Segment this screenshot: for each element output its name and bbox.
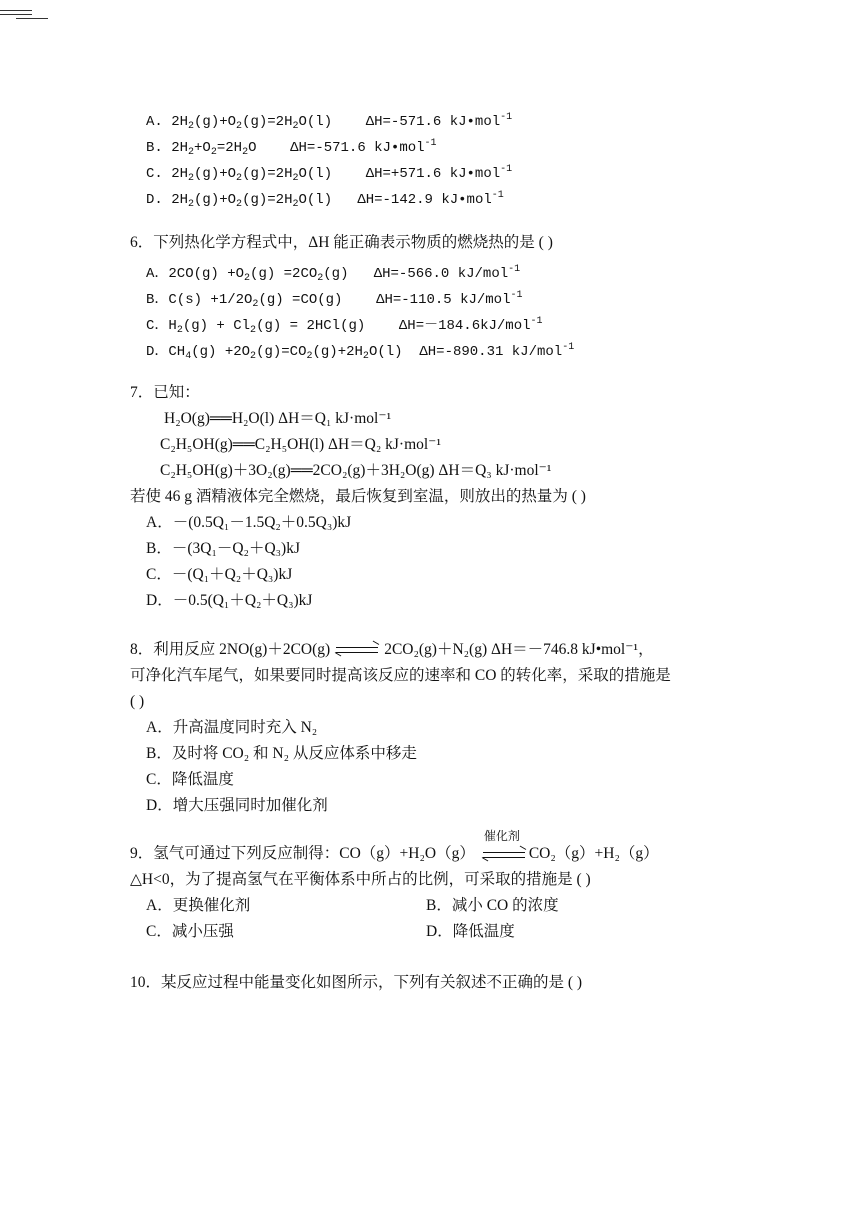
q6-option-b: B．$C(s) +1/2O_2(g) =CO(g)$ ΔH=-110.5 kJ/mol$^{-1}$ <box>146 290 523 310</box>
q8-stem-line2: 可净化汽车尾气，如果要同时提高该反应的速率和 CO 的转化率，采取的措施是 <box>130 667 671 684</box>
q7-option-a: A．－(0.5Q₁－1.5Q₂＋0.5Q₃)kJ <box>146 514 352 531</box>
equilibrium-arrow-icon <box>481 849 527 861</box>
q6-stem: 6．下列热化学方程式中，ΔH 能正确表示物质的燃烧热的是 ( ) <box>130 234 553 251</box>
q9-stem-line2: △H<0，为了提高氢气在平衡体系中所占的比例，可采取的措施是 ( ) <box>130 871 591 888</box>
q9-option-c: C．减小压强 <box>146 923 234 940</box>
q7-equation-2: C₂H₅OH(g)══C₂H₅OH(l) ΔH＝Q₂ kJ·mol⁻¹ <box>160 436 442 453</box>
equilibrium-arrow-icon <box>334 644 380 656</box>
q9-stem-line1: 9．氢气可通过下列反应制得：CO（g）+H₂O（g） 催化剂 CO₂（g）+H₂（g） <box>130 844 659 864</box>
q5-option-d: D. $2H_2(g)+O_2(g)=2H_2O(l)$ ΔH=-142.9 kJ•mol$^{-1}$ <box>146 190 504 210</box>
q5-option-b: B. $2H_2+O_2=2H_2O$ ΔH=-571.6 kJ•mol$^{-1}$ <box>146 138 437 158</box>
q6-option-a: A．$2CO(g) +O_2(g) =2CO_2(g)$ ΔH=-566.0 kJ/mol$^{-1}$ <box>146 264 521 284</box>
q7-stem: 7．已知： <box>130 384 200 401</box>
q6-option-c: C．$H_2(g) + Cl_2(g) = 2HCl(g)$ ΔH=－184.6kJ/mol$^{-1}$ <box>146 316 543 336</box>
q7-equation-1: H₂O(g)══H₂O(l) ΔH＝Q₁ kJ·mol⁻¹ <box>164 410 392 427</box>
q7-option-c: C．－(Q₁＋Q₂＋Q₃)kJ <box>146 566 293 583</box>
q8-stem-line1: 8．利用反应 2NO(g)＋2CO(g) 2CO₂(g)＋N₂(g) ΔH＝－746.8 kJ•mol⁻¹， <box>130 641 654 658</box>
q8-option-d: D．增大压强同时加催化剂 <box>146 797 328 814</box>
q7-equation-3: C₂H₅OH(g)＋3O₂(g)══2CO₂(g)＋3H₂O(g) ΔH＝Q₃ kJ·mol⁻¹ <box>160 462 552 479</box>
q6-option-d: D．$CH_4(g) +2O_2(g)=CO_2(g)+2H_2O(l)$ ΔH=-890.31 kJ/mol$^{-1}$ <box>146 342 575 362</box>
q8-option-a: A．升高温度同时充入 N₂ <box>146 719 318 736</box>
q10-stem: 10．某反应过程中能量变化如图所示，下列有关叙述不正确的是 ( ) <box>130 974 583 991</box>
q5-option-c: C. $2H_2(g)+O_2(g)=2H_2O(l)$ ΔH=+571.6 kJ•mol$^{-1}$ <box>146 164 513 184</box>
q9-option-d: D．降低温度 <box>426 923 515 940</box>
q8-option-b: B．及时将 CO₂ 和 N₂ 从反应体系中移走 <box>146 745 417 762</box>
q9-option-a: A．更换催化剂 <box>146 897 251 914</box>
q9-option-b: B．减小 CO 的浓度 <box>426 897 559 914</box>
corner-rule-3 <box>16 18 48 19</box>
q7-option-b: B．－(3Q₁－Q₂＋Q₃)kJ <box>146 540 300 557</box>
corner-rule-1 <box>0 10 32 11</box>
q7-option-d: D．－0.5(Q₁＋Q₂＋Q₃)kJ <box>146 592 313 609</box>
q7-question: 若使 46 g 酒精液体完全燃烧，最后恢复到室温，则放出的热量为 ( ) <box>130 488 586 505</box>
q5-option-a: A. $2H_2(g)+O_2(g)=2H_2O(l)$ ΔH=-571.6 kJ•mol$^{-1}$ <box>146 112 513 132</box>
q8-stem-line3: ( ) <box>130 693 145 710</box>
q8-option-c: C．降低温度 <box>146 771 234 788</box>
catalyst-arrow: 催化剂 <box>477 844 527 864</box>
corner-rule-2 <box>0 14 32 15</box>
